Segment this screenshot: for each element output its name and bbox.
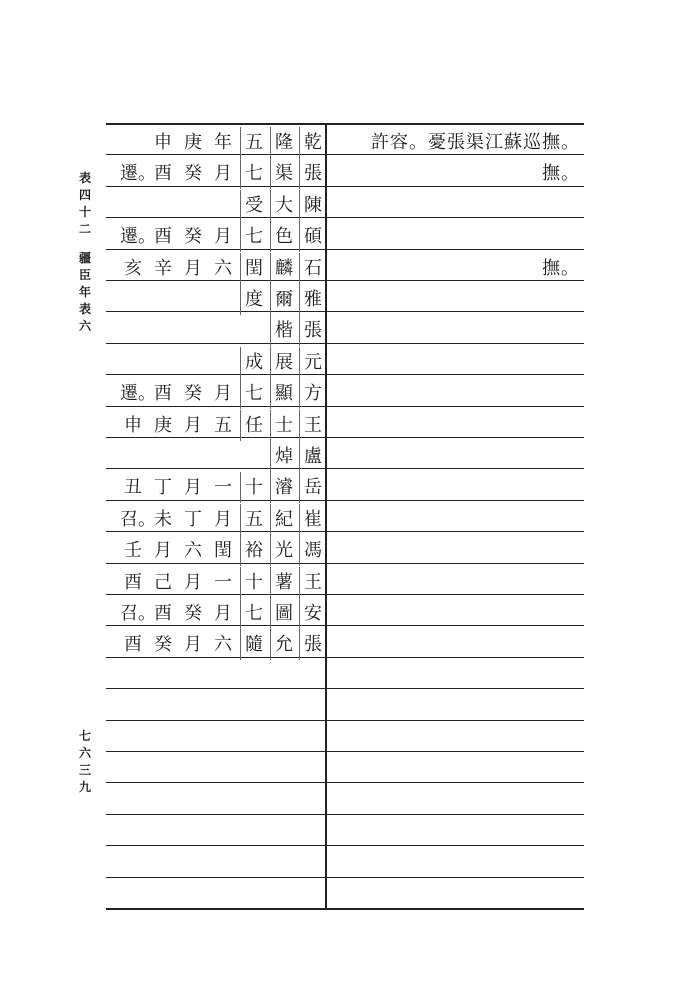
table-cell: 六	[214, 634, 232, 655]
table-cell	[180, 315, 206, 346]
table-row	[0, 315, 681, 346]
table-cell: 壬	[124, 540, 142, 561]
table-cell: 張	[299, 629, 326, 660]
table-cell	[180, 284, 206, 315]
table-cell	[150, 441, 176, 472]
table-cell	[210, 284, 236, 315]
table-cell: 七	[240, 158, 267, 189]
table-cell: 碩	[299, 221, 326, 252]
table-cell: 爾	[270, 284, 297, 315]
margin-char: 年	[78, 285, 91, 299]
table-cell: 雅	[299, 284, 326, 315]
table-cell: 隨	[240, 629, 267, 660]
table-row	[0, 629, 681, 660]
table-cell: 任	[240, 410, 267, 441]
table-cell	[150, 315, 176, 346]
table-cell	[180, 190, 206, 221]
table-cell	[120, 315, 146, 346]
table-cell: 裕	[240, 535, 267, 566]
page-number-char: 七	[78, 729, 91, 743]
table-cell	[120, 347, 146, 378]
table-cell: 酉	[154, 383, 172, 404]
table-cell: 召。	[120, 509, 156, 530]
table-cell: 張	[299, 158, 326, 189]
table-row	[0, 253, 681, 284]
margin-char: 表	[78, 171, 91, 185]
table-row	[0, 567, 681, 598]
table-cell	[240, 315, 266, 346]
table-cell: 月	[184, 258, 202, 279]
table-cell: 酉	[154, 603, 172, 624]
margin-char: 表	[78, 302, 91, 316]
table-cell: 未	[154, 509, 172, 530]
row-rule	[106, 908, 584, 910]
table-row	[0, 504, 681, 535]
table-cell: 月	[214, 603, 232, 624]
table-cell: 馮	[299, 535, 326, 566]
table-cell: 辛	[154, 258, 172, 279]
table-cell: 張	[299, 315, 326, 346]
table-cell: 方	[299, 378, 326, 409]
table-cell: 陳	[299, 190, 326, 221]
table-cell: 成	[240, 347, 267, 378]
table-cell: 色	[270, 221, 297, 252]
table-cell: 七	[240, 221, 267, 252]
table-cell	[120, 284, 146, 315]
table-cell: 一	[214, 572, 232, 593]
table-cell: 度	[240, 284, 267, 315]
right-column-text: 許容。憂張渠江蘇巡撫。	[371, 132, 580, 153]
row-rule	[106, 845, 584, 846]
table-cell: 申	[154, 132, 172, 153]
table-cell: 王	[299, 410, 326, 441]
table-cell: 癸	[184, 163, 202, 184]
page-number-char: 九	[78, 780, 91, 794]
table-cell: 六	[214, 258, 232, 279]
table-cell: 亥	[124, 258, 142, 279]
margin-char: 二	[78, 222, 91, 236]
table-cell: 展	[270, 347, 297, 378]
table-row	[0, 535, 681, 566]
table-cell: 酉	[124, 572, 142, 593]
table-cell: 十	[240, 472, 267, 503]
right-column-text: 撫。	[542, 258, 580, 279]
table-cell: 元	[299, 347, 326, 378]
page-number	[76, 728, 94, 796]
table-cell	[210, 190, 236, 221]
table-cell	[150, 284, 176, 315]
table-cell	[210, 347, 236, 378]
table-cell: 岳	[299, 472, 326, 503]
table-cell: 大	[270, 190, 297, 221]
table-cell: 一	[214, 477, 232, 498]
table-cell: 閏	[214, 540, 232, 561]
table-cell: 丁	[184, 509, 202, 530]
table-cell: 月	[154, 540, 172, 561]
table-cell: 癸	[184, 226, 202, 247]
row-rule	[106, 782, 584, 783]
table-cell: 隆	[270, 127, 297, 158]
table-cell: 酉	[154, 226, 172, 247]
row-rule	[106, 751, 584, 752]
table-cell: 年	[214, 132, 232, 153]
table-cell: 月	[184, 572, 202, 593]
table-cell: 丁	[154, 477, 172, 498]
table-row	[0, 284, 681, 315]
table-cell	[210, 315, 236, 346]
table-cell: 顯	[270, 378, 297, 409]
table-row	[0, 378, 681, 409]
table-cell	[210, 441, 236, 472]
table-cell: 乾	[299, 127, 326, 158]
table-cell: 七	[240, 598, 267, 629]
table-cell	[180, 347, 206, 378]
table-row	[0, 127, 681, 158]
table-cell: 遷。	[120, 163, 156, 184]
table-cell: 五	[240, 504, 267, 535]
table-cell: 楷	[270, 315, 297, 346]
table-cell: 庚	[184, 132, 202, 153]
table-cell: 月	[184, 477, 202, 498]
table-cell: 酉	[154, 163, 172, 184]
table-row	[0, 472, 681, 503]
table-cell: 癸	[184, 603, 202, 624]
table-row	[0, 347, 681, 378]
table-cell: 濬	[270, 472, 297, 503]
table-cell: 五	[240, 127, 267, 158]
right-column-text: 撫。	[542, 163, 580, 184]
table-cell: 癸	[184, 383, 202, 404]
row-rule	[106, 720, 584, 721]
margin-char: 臣	[78, 268, 91, 282]
page-number-char: 三	[78, 763, 91, 777]
table-cell	[120, 127, 146, 158]
table-cell: 麟	[270, 253, 297, 284]
table-cell: 光	[270, 535, 297, 566]
table-cell: 己	[154, 572, 172, 593]
table-cell: 月	[214, 163, 232, 184]
margin-char: 十	[78, 205, 91, 219]
table-cell: 閏	[240, 253, 267, 284]
table-cell: 月	[214, 383, 232, 404]
table-cell: 士	[270, 410, 297, 441]
table-row	[0, 410, 681, 441]
table-row	[0, 598, 681, 629]
row-rule	[106, 688, 584, 689]
margin-char: 四	[78, 188, 91, 202]
table-cell: 盧	[299, 441, 326, 472]
table-cell: 七	[240, 378, 267, 409]
table-cell: 崔	[299, 504, 326, 535]
table-cell	[120, 190, 146, 221]
table-cell: 五	[214, 415, 232, 436]
table-cell: 渠	[270, 158, 297, 189]
table-row	[0, 441, 681, 472]
table-cell: 丑	[124, 477, 142, 498]
table-cell: 圖	[270, 598, 297, 629]
row-rule	[106, 123, 584, 125]
table-cell: 六	[184, 540, 202, 561]
table-cell: 月	[214, 509, 232, 530]
table-cell: 月	[214, 226, 232, 247]
table-cell: 薯	[270, 567, 297, 598]
table-cell	[120, 441, 146, 472]
table-cell: 癸	[154, 634, 172, 655]
table-cell: 安	[299, 598, 326, 629]
table-cell: 遷。	[120, 226, 156, 247]
table-cell: 紀	[270, 504, 297, 535]
row-rule	[106, 877, 584, 878]
table-row	[0, 190, 681, 221]
table-cell: 允	[270, 629, 297, 660]
table-cell: 庚	[154, 415, 172, 436]
table-cell	[150, 347, 176, 378]
table-cell: 石	[299, 253, 326, 284]
page-number-char: 六	[78, 746, 91, 760]
table-cell	[240, 441, 266, 472]
table-cell: 十	[240, 567, 267, 598]
table-cell: 王	[299, 567, 326, 598]
table-cell: 遷。	[120, 383, 156, 404]
table-cell	[180, 441, 206, 472]
table-row	[0, 221, 681, 252]
table-cell: 召。	[120, 603, 156, 624]
margin-char: 疆	[78, 251, 91, 265]
table-cell: 月	[184, 634, 202, 655]
table-cell: 酉	[124, 634, 142, 655]
table-cell: 申	[124, 415, 142, 436]
margin-char: 六	[78, 319, 91, 333]
table-cell: 月	[184, 415, 202, 436]
table-cell: 受	[240, 190, 267, 221]
row-rule	[106, 814, 584, 815]
table-row	[0, 158, 681, 189]
table-cell: 焯	[270, 441, 297, 472]
table-cell	[150, 190, 176, 221]
